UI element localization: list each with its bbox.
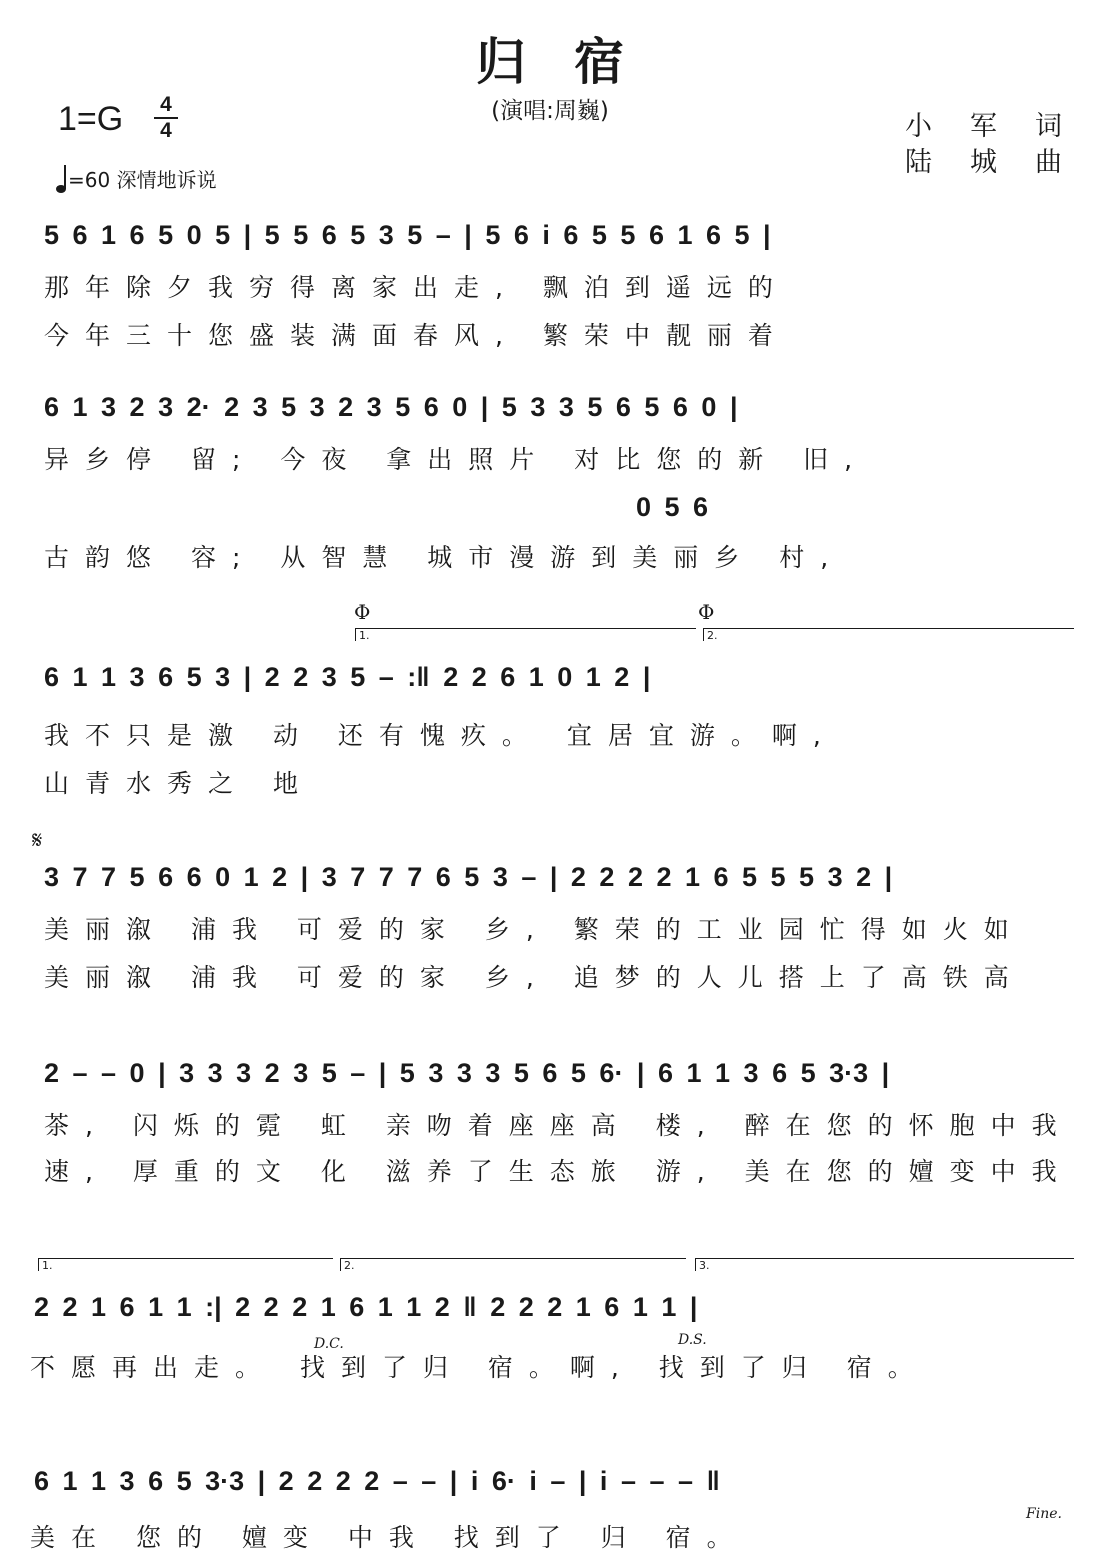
notation-row-2: 6 1 3 2 3 2· 2 3 5 3 2 3 5 6 0 | 5 3 3 5 6 5 6 0 |: [44, 392, 738, 422]
volta-number: 1.: [42, 1259, 53, 1272]
notation-row-3: 6 1 1 3 6 5 3 | 2 2 3 5 – :‖ 2 2 6 1 0 1 2 |: [44, 662, 651, 692]
notation-row-5: 2 – – 0 | 3 3 3 2 3 5 – | 5 3 3 3 5 6 5 6· | 6 1 1 3 6 5 3·3 |: [44, 1058, 890, 1088]
song-title: 归宿: [476, 33, 672, 91]
lyric-row-2-verse-2: 古韵悠 容; 从智慧 城市漫游到美丽乡 村,: [44, 543, 845, 572]
lyric-row-2-verse-1: 异乡停 留; 今夜 拿出照片 对比您的新 旧,: [44, 445, 869, 474]
volta-bracket-1: [38, 1258, 333, 1271]
time-top: 4: [160, 93, 172, 116]
notation-row-1: 5 6 1 6 5 0 5 | 5 5 6 5 3 5 – | 5 6 i 6 5 5 6 1 6 5 |: [44, 220, 771, 250]
lyricist-credit: 小军词: [905, 111, 1100, 142]
volta-bracket-3: [695, 1258, 1074, 1271]
singer-credit: (演唱:周巍): [491, 98, 609, 124]
lyric-row-1-verse-1: 那年除夕我穷得离家出走, 飘泊到遥远的: [44, 273, 789, 302]
tempo-marking: [56, 164, 217, 193]
quarter-note-icon: [56, 185, 66, 193]
volta-number: 2.: [344, 1259, 355, 1272]
lyric-row-5-verse-2: 速, 厚重的文 化 滋养了生态旅 游, 美在您的嬗变中我: [44, 1157, 1073, 1186]
volta-number: 2.: [707, 629, 718, 642]
lyric-row-5-verse-1: 茶, 闪烁的霓 虹 亲吻着座座高 楼, 醉在您的怀胞中我: [44, 1111, 1073, 1140]
time-bottom: 4: [160, 119, 172, 142]
coda-symbol-icon: Φ: [354, 600, 371, 624]
notation-row-4: 3 7 7 5 6 6 0 1 2 | 3 7 7 7 6 5 3 – | 2 2 2 2 1 6 5 5 5 3 2 |: [44, 862, 893, 892]
notation-row-2-variant: 0 5 6: [636, 492, 709, 522]
lyric-row-4-verse-1: 美丽溆 浦我 可爱的家 乡, 繁荣的工业园忙得如火如: [44, 915, 1025, 944]
notation-row-7: 6 1 1 3 6 5 3·3 | 2 2 2 2 – – | i 6· i – | i – – – ‖: [34, 1466, 720, 1496]
lyric-row-4-verse-2: 美丽溆 浦我 可爱的家 乡, 追梦的人儿搭上了高铁高: [44, 963, 1025, 992]
key-signature: 1=G: [58, 100, 124, 138]
dal-segno-marking: D.S.: [678, 1332, 707, 1348]
coda-symbol-icon: Φ: [698, 600, 715, 624]
da-capo-marking: D.C.: [314, 1336, 344, 1352]
segno-symbol-icon: 𝄋: [32, 826, 43, 854]
lyric-row-1-verse-2: 今年三十您盛装满面春风, 繁荣中靓丽着: [44, 321, 789, 350]
time-signature: [154, 94, 178, 142]
composer-credit: 陆城曲: [905, 147, 1100, 178]
lyric-row-3-verse-1: 我不只是激 动 还有愧疚。 宜居宜游。啊,: [44, 721, 837, 750]
volta-bracket-2: [340, 1258, 686, 1271]
notation-row-6: 2 2 1 6 1 1 :| 2 2 2 1 6 1 1 2 ‖ 2 2 2 1 6 1 1 |: [34, 1292, 698, 1322]
fine-marking: Fine.: [1026, 1506, 1062, 1522]
lyric-row-7: 美在 您的 嬗变 中我 找到了 归 宿。: [30, 1523, 748, 1552]
lyric-row-6: 不愿再出走。 找到了归 宿。啊, 找到了归 宿。: [30, 1353, 929, 1382]
volta-bracket-2: [703, 628, 1074, 641]
lyric-row-3-verse-2: 山青水秀之 地: [44, 769, 314, 798]
volta-number: 1.: [359, 629, 370, 642]
tempo-text: =60 深情地诉说: [68, 168, 217, 192]
volta-number: 3.: [699, 1259, 710, 1272]
volta-bracket-1: [355, 628, 696, 641]
